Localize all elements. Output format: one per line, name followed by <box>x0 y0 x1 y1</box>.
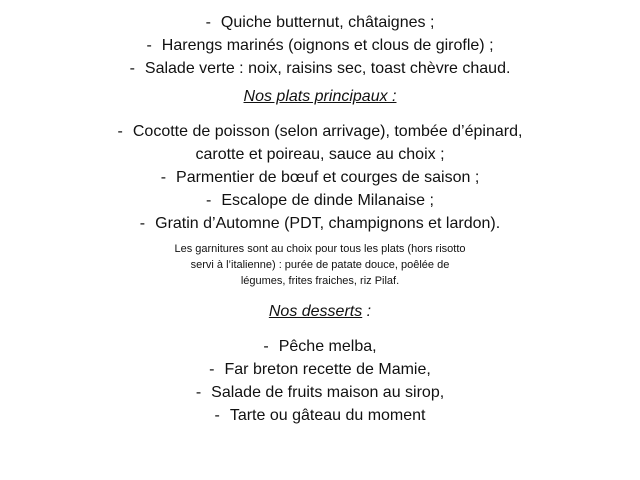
plat-item: - Parmentier de bœuf et courges de saison ; <box>160 169 480 186</box>
dessert-item: - Pêche melba, <box>263 338 377 355</box>
plat-item: - Escalope de dinde Milanaise ; <box>206 192 434 209</box>
dessert-item: - Salade de fruits maison au sirop, <box>195 384 445 401</box>
bullet-dash: - <box>117 123 123 140</box>
bullet-dash: - <box>214 407 220 424</box>
bullet-dash: - <box>263 338 269 355</box>
bullet-dash: - <box>139 215 146 232</box>
entree-item: - Harengs marinés (oignons et clous de girofle) ; <box>146 37 494 54</box>
section-title-plats: Nos plats principaux : <box>243 88 397 105</box>
bullet-dash: - <box>146 37 152 54</box>
bullet-dash: - <box>206 192 212 209</box>
dessert-item: - Tarte ou gâteau du moment <box>214 407 426 424</box>
bullet-dash: - <box>195 384 202 401</box>
plat-item: - Cocotte de poisson (selon arrivage), tombée d’épinard, carotte et poireau, sauce au choix ; <box>117 123 523 163</box>
plat-item: - Gratin d’Automne (PDT, champignons et lardon). <box>139 215 501 232</box>
section-title-desserts: Nos desserts : <box>268 303 372 320</box>
entree-item: - Salade verte : noix, raisins sec, toast chèvre chaud. <box>129 60 511 77</box>
garnish-note: Les garnitures sont au choix pour tous les plats (hors risotto servi à l’italienne) : purée de patate douce, poêlée de légumes, frites fraiches, riz Pilaf. <box>174 243 466 287</box>
bullet-dash: - <box>129 60 135 77</box>
bullet-dash: - <box>209 361 215 378</box>
dessert-item: - Far breton recette de Mamie, <box>209 361 431 378</box>
entree-item: - Quiche butternut, châtaignes ; <box>205 14 435 31</box>
bullet-dash: - <box>160 169 167 186</box>
bullet-dash: - <box>205 14 211 31</box>
